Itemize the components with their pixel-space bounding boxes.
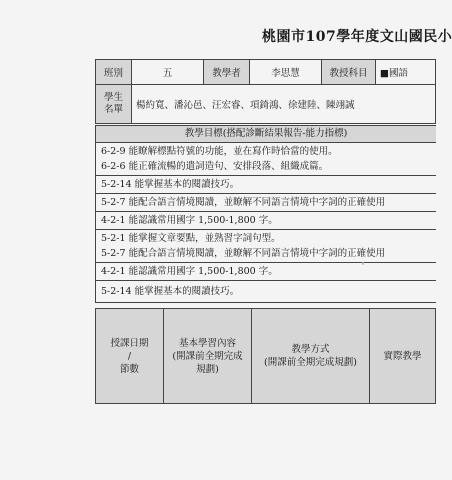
objective-group — [96, 143, 436, 176]
content-header-line: (開課前全期完成 — [172, 350, 243, 362]
actual-column-header — [370, 309, 436, 404]
objective-group — [96, 212, 436, 230]
objective-line: 5-2-1 能掌握文章要點，並熟習字詞句型。 — [101, 233, 281, 244]
students-label — [96, 85, 132, 124]
objective-line: 4-2-1 能認識常用國字 1,500-1,800 字。 — [101, 266, 278, 277]
class-info-table — [95, 59, 436, 124]
actual-header-line: 實際教學 — [383, 350, 422, 362]
objective-group — [96, 176, 436, 194]
teacher-value: 李思慧 — [250, 60, 322, 85]
teacher-label: 教學者 — [204, 60, 250, 85]
scan-speck — [362, 262, 364, 265]
students-list: 楊約寬、潘沁邑、汪宏睿、項錡鴻、徐建陸、陳翊誠 — [132, 85, 436, 124]
lesson-plan-header — [95, 308, 436, 404]
objective-line: 5-2-14 能掌握基本的閱讀技巧。 — [101, 286, 240, 297]
date-header-line: 授課日期 — [110, 337, 149, 349]
content-header-line: 規劃) — [196, 363, 219, 375]
class-label: 班別 — [96, 60, 132, 85]
method-header-line: (開課前全期完成規劃) — [264, 357, 357, 368]
method-column-header — [252, 309, 370, 404]
objective-group — [96, 194, 436, 212]
method-header-line: 教學方式 — [291, 344, 330, 355]
subject-label: 教授科目 — [322, 60, 376, 85]
objectives-header: 教學目標(搭配診斷結果報告-能力指標) — [96, 126, 436, 143]
students-label-line-1: 學生 — [103, 92, 123, 103]
date-header-line: / — [127, 350, 132, 362]
objective-line: 4-2-1 能認識常用國字 1,500-1,800 字。 — [101, 215, 278, 226]
subject-value: ■國語 — [376, 60, 436, 85]
objective-line: 5-2-7 能配合語言情境閱讀，並瞭解不同語言情境中字詞的正確使用 — [101, 248, 386, 259]
class-value: 五 — [132, 60, 204, 85]
objective-line: 6-2-9 能瞭解標點符號的功能，並在寫作時恰當的使用。 — [101, 146, 338, 157]
objective-line: 6-2-6 能正確流暢的遣詞造句、安排段落、組織成篇。 — [101, 161, 329, 172]
objectives-section — [95, 125, 436, 303]
objective-group — [96, 263, 436, 281]
objective-group — [96, 230, 436, 263]
objective-line: 5-2-7 能配合語言情境閱讀，並瞭解不同語言情境中字詞的正確使用 — [101, 197, 386, 208]
page-title: 桃園市107學年度文山國民小 — [262, 29, 452, 45]
students-label-line-2: 名單 — [103, 104, 123, 115]
date-column-header — [96, 309, 164, 404]
objective-group — [96, 281, 436, 303]
content-column-header — [164, 309, 252, 404]
content-header-line: 基本學習內容 — [178, 337, 236, 349]
date-header-line: 節數 — [119, 363, 139, 375]
objective-line: 5-2-14 能掌握基本的閱讀技巧。 — [101, 179, 240, 190]
